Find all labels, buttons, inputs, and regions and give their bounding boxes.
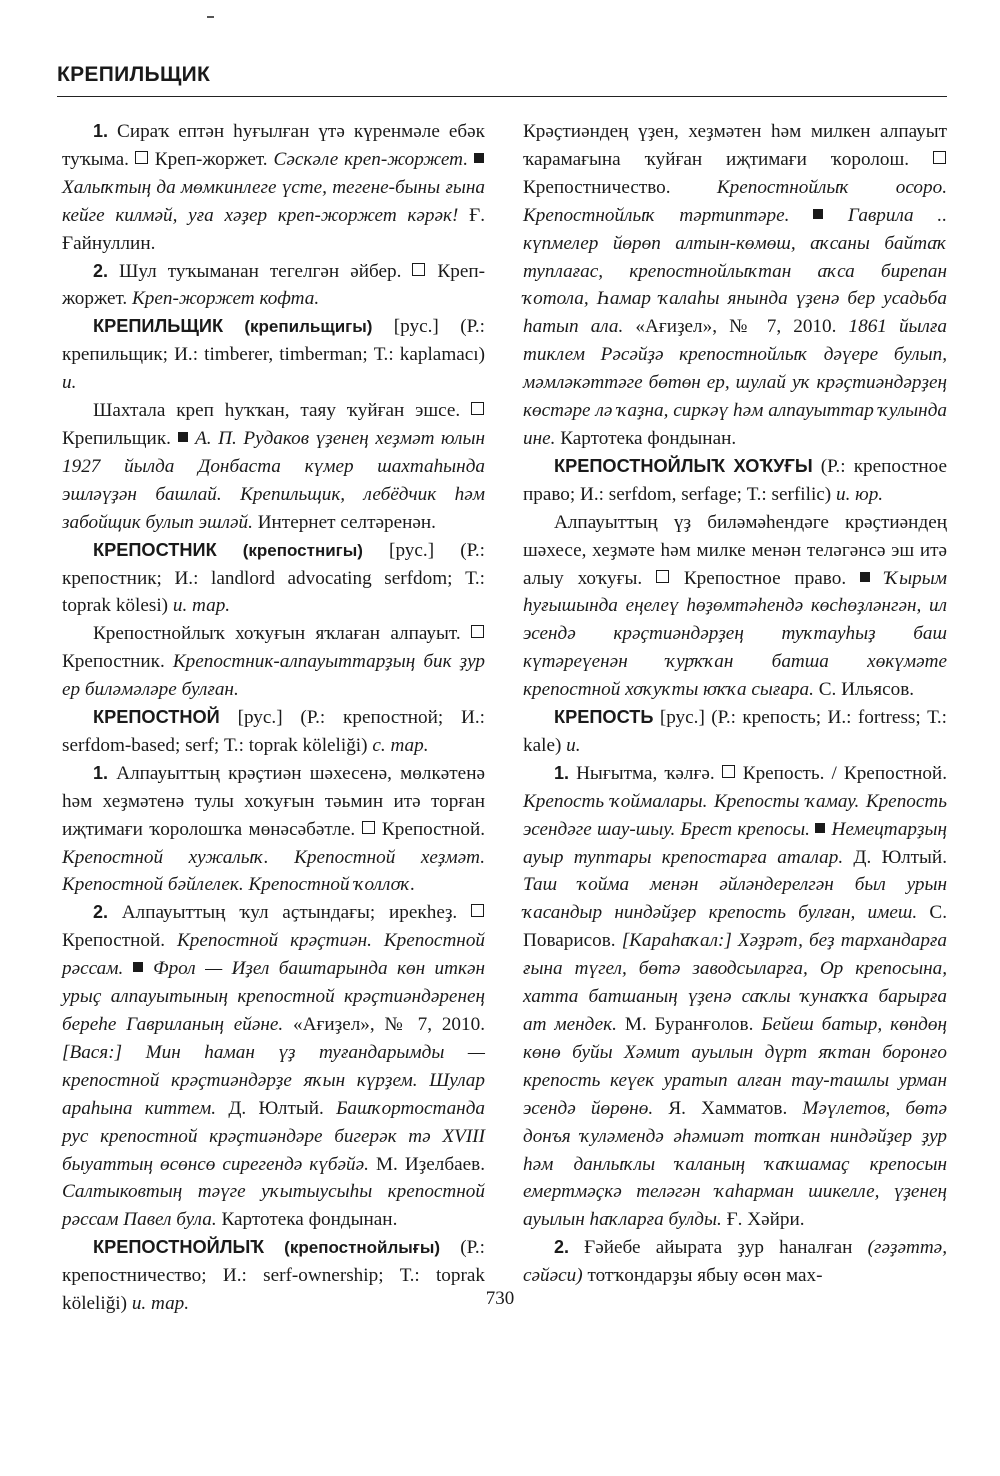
italic-text: Сәскәле креп-жоржет. [273,148,474,170]
text: Ғ. Хәйри. [721,1209,805,1231]
example-marker-icon [933,151,946,164]
italic-text: и. тар. [172,595,231,617]
italic-text: и. [62,372,77,394]
text: Крепостничество. [523,176,717,198]
italic-text: Халыҡтың да мөмкинлеге үсте, тегене-быны ғына кейге килмәй, уға хәҙер креп-жоржет кәрәк! [62,176,485,226]
citation-marker-icon [178,432,188,442]
top-mark [207,16,214,18]
headword: КРЕПОСТНОЙЛЫҠ [93,1237,265,1258]
text: Крепостник. [62,651,173,673]
sense-number: 2. [554,1237,570,1258]
italic-text: А. П. Рудаков үҙенең хеҙмәт юлын 1927 йылда Донбаста күмер шахтаһында эшләүҙән башлай. Крепильщик, лебёдчик һәм забойщик булып эшләй. [62,427,485,533]
dictionary-paragraph [523,118,947,453]
text: Шахтала креп һуҡҡан, таяу ҡуйған эшсе. [93,400,471,422]
example-marker-icon [722,765,735,778]
example-marker-icon [471,402,484,415]
example-marker-icon [471,625,484,638]
text: Креп-жоржет. [62,260,485,310]
text: (Р.: крепостничество; И.: serf-ownership; Т.: toprak köleliği) [62,1237,485,1315]
text: тотҡондарҙы ябыу өсөн мах- [582,1265,823,1287]
italic-text: Крепостной крәҫтиән. Крепостной рәссам. [62,930,486,980]
left-column [62,118,485,1318]
italic-text: Мәүлетов, бөтә донъя ҡуләмендә әһәмиәт тотҡан ниндәйҙер ҙур һәм данлыҡлы ҡаланың ҡаҡшамаҫ крепосын емертмәҫкә теләгән ҡаһарман шикелле, үҙенең ауылын һаҡларға булды. [523,1097,947,1231]
right-column [523,118,947,1290]
dictionary-paragraph [523,1234,947,1290]
italic-text: Немецтарҙың ауыр туптары крепостарға аталар. [523,818,948,868]
dictionary-paragraph [62,397,485,537]
text: Алпауыттың үҙ биләмәһендәге крәҫтиәндең шәхесе, хеҙмәте һәм милке менән теләгәнсә эш итә алыу хоҡуғы. [523,511,947,589]
italic-text: Салтыковтың тәүге уҡытыусыһы крепостной рәссам Павел була. [62,1181,485,1231]
italic-text: Ҡырым һуғышында еңелеү һөҙөмтәһендә көсһөҙләнгән, ил эсендә крәҫтиәндәрҙең туҡтауһыҙ баш күтәреүенән ҡурҡҡан батша хөкүмәте крепостной хоҡуҡты юҡҡа сығара. [523,567,947,701]
italic-text: и. тар. [131,1293,190,1315]
text: «Ағиҙел», № 7, 2010. [283,1014,485,1035]
text: Крепостнойлыҡ хоҡуғын яҡлаған алпауыт. [93,623,471,645]
text: Крепость. / Крепостной. [735,762,947,784]
example-marker-icon [656,570,669,583]
text: Картотека фондынан. [216,1209,398,1231]
page-number: 730 [485,1288,515,1309]
text: Крепостной. [62,930,178,952]
headword-genitive: (крепостнойлығы) [264,1238,441,1258]
text: Д. Юлтый. [843,846,947,868]
text: Сираҡ ептән һуғылған үтә күренмәле ебәк туҡыма. [62,121,485,170]
text: Алпауыттың ҡул аҫтындағы; ирекһеҙ. [108,902,471,924]
italic-text: Крепостник-алпауыттарҙың бик ҙур ер биләмәләре булған. [62,651,485,701]
sense-number: 2. [93,260,109,281]
italic-text: Башҡортостанда рус крепостной крәҫтиәндәре бигерәк тә XVIII быуаттың өсөнсө сирегендә күбәйә. [62,1097,485,1175]
italic-text: (гәҙәттә, сәйәси) [523,1237,947,1287]
citation-marker-icon [813,209,823,219]
headword-genitive: (крепостнигы) [216,540,363,560]
text: [рус.] (Р.: крепильщик; И.: timberer, timberman; Т.: kaplamacı) [62,316,485,366]
sense-number: 2. [93,902,109,923]
example-marker-icon [135,151,148,164]
headword: КРЕПОСТНОЙ [93,707,220,728]
dictionary-paragraph [62,620,485,704]
italic-text: и. юр. [835,483,884,505]
text: Шул туҡыманан тегелгән әйбер. [108,260,413,282]
text: Крепильщик. [62,427,178,449]
text: Крепостной. [375,818,486,840]
text: Крәҫтиәндең үҙен, хеҙмәтен һәм милкен алпауыт ҡарамағына ҡуйған иҗтимағи ҡоролош. [523,121,947,170]
headword: КРЕПОСТНОЙЛЫҠ ХОҠУҒЫ [554,455,813,476]
italic-text: Крепостнойлыҡ осоро. Крепостнойлыҡ тәртиптәре. [523,176,947,226]
italic-text: Фрол — Иҙел баштарында көн иткән урыҫ алпауытының крепостной крәҫтиәндәренең береһе Гавриланың ейәне. [62,958,485,1035]
headword: КРЕПОСТНИК [93,539,217,560]
text: (Р.: крепостное право; И.: serfdom, serfage; Т.: serfilic) [523,455,947,505]
dictionary-paragraph [62,537,485,621]
example-marker-icon [471,904,484,917]
italic-text: [Вася:] Мин һаман үҙ туғандарымды — крепостной крәҫтиәндәрҙе яҡын күрҙем. Шулар араһына киттем. [62,1041,485,1119]
text: [рус.] (Р.: крепость; И.: fortress; Т.: kale) [523,707,947,756]
headword: КРЕПИЛЬЩИК [93,316,224,337]
text: Креп-жоржет. [148,148,274,170]
italic-text: Бейеш батыр, көндөң көнө буйы Хәмит ауылын дүрт яҡтан боронғо крепость кеүек уратып алған тау-ташлы урман эсендә йөрөнө. [523,1014,947,1119]
dictionary-paragraph [523,760,947,1234]
running-head: КРЕПИЛЬЩИК [57,63,211,86]
dictionary-paragraph [62,313,485,397]
example-marker-icon [362,821,375,834]
italic-text: Гаврила .. күпмелер йөрөп алтын-көмөш, аҡсаны байтаҡ туплағас, крепостнойлыҡтан аҡса бирепан ҡотола, Һамар ҡалаһы янында үҙенә бер усадьба һатып ала. [523,204,947,338]
text: Д. Юлтый. [216,1097,337,1119]
citation-marker-icon [474,153,484,163]
header-rule [57,96,947,97]
headword-genitive: (крепильщигы) [223,317,373,337]
example-marker-icon [412,263,425,276]
text: М. Буранғолов. [616,1014,762,1035]
citation-marker-icon [815,823,825,833]
italic-text: с. тар. [372,734,429,756]
text: Я. Хамматов. [653,1097,803,1119]
italic-text: Таш ҡойма менән әйләндерелгән был урын ҡасандыр ниндәйҙер крепость булған, имеш. [523,874,947,924]
italic-text: Креп-жоржет кофта. [132,288,320,310]
italic-text: [Караһаҡал:] Хәҙрәт, беҙ тархандарға ғына түгел, бөтә заводсыларға, Ор крепосына, хатта батшаның үҙенә саҡлы ҡунаҡҡа барырға ат мендек. [523,930,947,1035]
italic-text: Крепость ҡоймалары. Крепосты ҡамау. Крепость эсендәге шау-шыу. Брест крепосы. [523,790,947,840]
text: С. Поварисов. [523,902,947,952]
dictionary-paragraph [523,509,947,704]
text: М. Иҙелбаев. [368,1153,486,1175]
text: Интернет селтәренән. [252,511,436,533]
dictionary-paragraph [62,760,485,900]
dictionary-paragraph [62,704,485,760]
italic-text: Крепостной хужалыҡ. Крепостной хеҙмәт. Крепостной бәйлелек. Крепостной ҡоллоҡ. [62,846,485,896]
citation-marker-icon [133,962,143,972]
dictionary-paragraph [62,899,485,1234]
text: Крепостное право. [670,567,860,589]
dictionary-paragraph [62,118,485,258]
text: Картотека фондынан. [555,427,737,449]
sense-number: 1. [554,762,570,783]
dictionary-paragraph [523,704,947,760]
sense-number: 1. [93,121,109,141]
text: С. Ильясов. [813,679,915,701]
italic-text: и. [566,734,581,756]
italic-text: 1861 йылға тиклем Рәсәйҙә крепостнойлыҡ дәүере булып, мәмләкәттәге бөтөн ер, шулай уҡ крәҫтиәндәрҙең көстәре лә ҡаҙна, сиркәү һәм алпауыттар ҡулында ине. [523,316,947,449]
sense-number: 1. [93,762,109,783]
headword: КРЕПОСТЬ [554,707,654,728]
dictionary-paragraph [62,258,485,314]
text: Алпауыттың крәҫтиән шәхесенә, мөлкәтенә һәм хеҙмәтенә тулы хоҡуғын тәьмин итә торған иҗтимағи ҡоролошҡа мөнәсәбәтле. [62,762,485,840]
text: Нығытма, ҡәлғә. [569,762,722,784]
dictionary-paragraph [523,453,947,509]
text: Ғ. Ғайнуллин. [62,204,485,254]
text: [рус.] (Р.: крепостник; И.: landlord advocating serfdom; Т.: toprak kölesi) [62,539,485,617]
text: Ғәйебе айырата ҙур һаналған [569,1237,868,1259]
text: «Ағиҙел», № 7, 2010. [623,316,849,338]
citation-marker-icon [860,572,870,582]
text: [рус.] (Р.: крепостной; И.: serfdom-based; serf; Т.: toprak köleliği) [62,707,485,756]
